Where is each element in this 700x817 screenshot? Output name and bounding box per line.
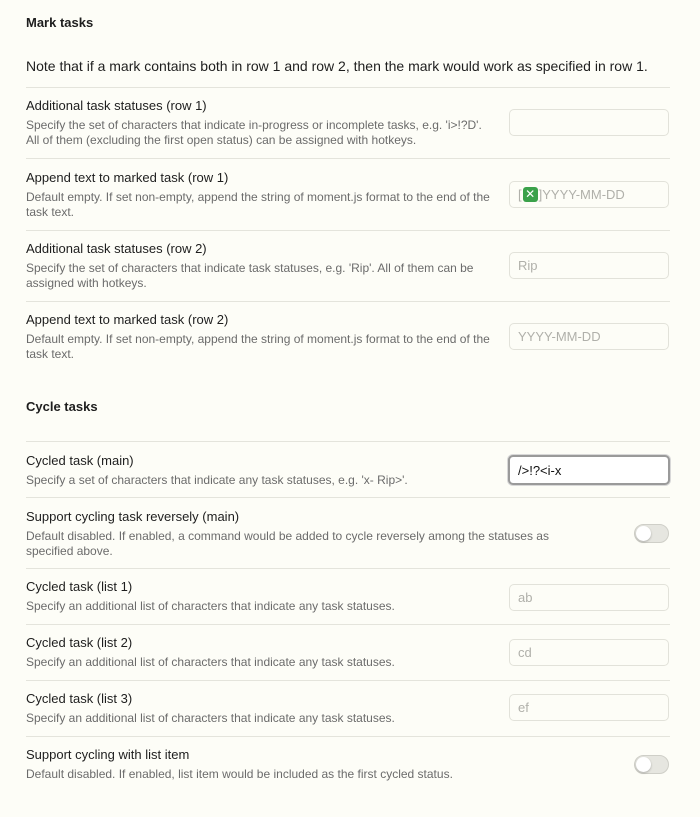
divider	[26, 568, 670, 569]
setting-title: Cycled task (list 3)	[26, 691, 133, 706]
setting-title: Append text to marked task (row 1)	[26, 170, 229, 185]
setting-title: Cycled task (list 1)	[26, 579, 133, 594]
divider	[26, 441, 670, 442]
cycled-task-list1-input[interactable]	[509, 584, 669, 611]
setting-description: Specify an additional list of characters that indicate any task statuses.	[26, 599, 395, 613]
additional-statuses-row2-input[interactable]	[509, 252, 669, 279]
divider	[26, 230, 670, 231]
setting-description: Default empty. If set non-empty, append the string of moment.js format to the end of the task text.	[26, 190, 490, 219]
cycled-task-main-input[interactable]	[508, 455, 670, 485]
setting-description: Specify the set of characters that indicate in-progress or incomplete tasks, e.g. 'i>!?D'. All of them (excluding the first open status) can be assigned with hotkeys.	[26, 118, 482, 147]
placeholder-prefix: [	[518, 187, 522, 202]
setting-title: Append text to marked task (row 2)	[26, 312, 229, 327]
toggle-knob	[636, 526, 651, 541]
cycled-task-list2-input[interactable]	[509, 639, 669, 666]
setting-description: Default empty. If set non-empty, append the string of moment.js format to the end of the task text.	[26, 332, 490, 361]
toggle-knob	[636, 757, 651, 772]
setting-cycle-list-item	[26, 747, 670, 782]
additional-statuses-row1-input[interactable]	[509, 109, 669, 136]
append-text-row1-input[interactable]	[509, 181, 669, 208]
divider	[26, 624, 670, 625]
setting-description: Specify an additional list of characters that indicate any task statuses.	[26, 655, 395, 669]
divider	[26, 497, 670, 498]
setting-title: Additional task statuses (row 2)	[26, 241, 207, 256]
setting-title: Cycled task (main)	[26, 453, 134, 468]
divider	[26, 680, 670, 681]
divider	[26, 736, 670, 737]
setting-title: Support cycling with list item	[26, 747, 190, 762]
mark-tasks-heading: Mark tasks	[26, 15, 94, 30]
divider	[26, 158, 670, 159]
setting-description: Default disabled. If enabled, a command would be added to cycle reversely among the statuses as specified above.	[26, 529, 549, 558]
divider	[26, 301, 670, 302]
mark-tasks-note: Note that if a mark contains both in row 1 and row 2, then the mark would work as specified in row 1.	[26, 58, 648, 74]
placeholder-suffix: ]YYYY-MM-DD	[538, 187, 625, 202]
setting-description: Specify the set of characters that indicate task statuses, e.g. 'Rip'. All of them can be assigned with hotkeys.	[26, 261, 474, 290]
cycle-tasks-heading: Cycle tasks	[26, 399, 98, 414]
setting-cycle-reversely	[26, 509, 670, 559]
setting-description: Default disabled. If enabled, list item would be included as the first cycled status.	[26, 767, 453, 781]
cycle-reversely-toggle[interactable]	[634, 524, 669, 543]
setting-title: Cycled task (list 2)	[26, 635, 133, 650]
setting-description: Specify a set of characters that indicate any task statuses, e.g. 'x- Rip>'.	[26, 473, 408, 487]
setting-description: Specify an additional list of characters that indicate any task statuses.	[26, 711, 395, 725]
cycle-list-item-toggle[interactable]	[634, 755, 669, 774]
setting-title: Additional task statuses (row 1)	[26, 98, 207, 113]
setting-title: Support cycling task reversely (main)	[26, 509, 240, 524]
append-text-row2-input[interactable]	[509, 323, 669, 350]
divider	[26, 87, 670, 88]
check-mark-emoji-icon: ✕	[523, 187, 538, 202]
cycled-task-list3-input[interactable]	[509, 694, 669, 721]
